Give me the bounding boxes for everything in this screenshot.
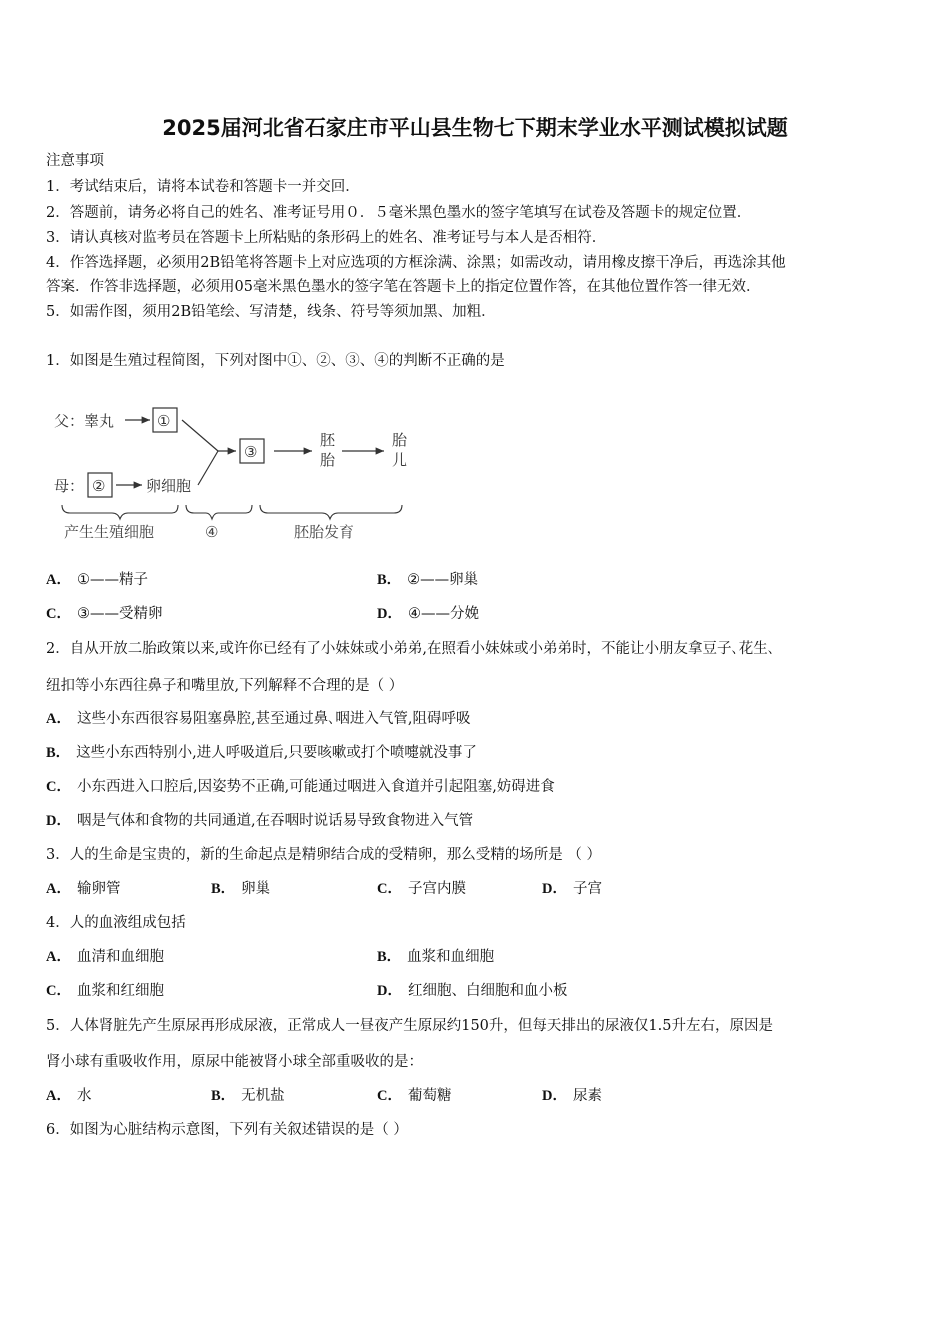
notice-item: 1．考试结束后，请将本试卷和答题卡一并交回． (46, 179, 360, 195)
q1-option-d[interactable]: D． ④——分娩 (377, 606, 479, 622)
q3-option-c-text: 子宫内膜 (407, 881, 466, 897)
q3-option-a[interactable]: A． 输卵管 (46, 881, 121, 897)
notice-item: 5．如需作图，须用2B铅笔绘、写清楚，线条、符号等须加黑、加粗． (46, 304, 496, 320)
question-2-stem-line2: 纽扣等小东西往鼻子和嘴里放,下列解释不合理的是（ ） (46, 678, 404, 694)
q1-option-b-text: ②——卵巢 (407, 572, 479, 588)
q5-option-d-text: 尿素 (572, 1088, 602, 1104)
reproduction-diagram (50, 395, 430, 550)
q2-option-b-text: 这些小东西特别小,进人呼吸道后,只要咳嗽或打个喷嚏就没事了 (76, 745, 477, 761)
question-3-stem: 3．人的生命是宝贵的，新的生命起点是精卵结合成的受精卵，那么受精的场所是 （ ） (46, 847, 601, 863)
q3-option-b-text: 卵巢 (241, 881, 271, 897)
q5-option-c[interactable]: C． 葡萄糖 (377, 1088, 452, 1104)
q2-option-a[interactable]: A． 这些小东西很容易阻塞鼻腔,甚至通过鼻､咽进入气管,阻碍呼吸 (46, 711, 471, 727)
question-4-stem: 4．人的血液组成包括 (46, 915, 186, 931)
egg-cell-label: 卵细胞 (146, 477, 192, 495)
q3-option-a-text: 输卵管 (76, 881, 121, 897)
q3-option-b[interactable]: B． 卵巢 (211, 881, 271, 897)
box-1-label: ① (157, 412, 171, 430)
brace-1-label: 产生生殖细胞 (64, 523, 155, 541)
notice-item: 4．作答选择题，必须用2B铅笔将答题卡上对应选项的方框涂满、涂黑；如需改动，请用橡皮擦干净后，再选涂其他 (46, 255, 786, 271)
q4-option-c-text: 血浆和红细胞 (76, 983, 164, 999)
brace-3 (260, 505, 402, 519)
q1-option-d-text: ④——分娩 (407, 606, 479, 622)
q5-option-b[interactable]: B． 无机盐 (211, 1088, 285, 1104)
question-5-stem-line1: 5．人体肾脏先产生原尿再形成尿液，正常成人一昼夜产生原尿约150升，但每天排出的尿液仅1.5升左右，原因是 (46, 1018, 773, 1034)
page-title: 2025届河北省石家庄市平山县生物七下期末学业水平测试模拟试题 (162, 116, 788, 140)
box-2-label: ② (92, 477, 106, 495)
q4-option-d-text: 红细胞、白细胞和血小板 (407, 983, 568, 999)
brace-2 (186, 505, 252, 519)
q1-option-a[interactable]: A． ①——精子 (46, 572, 148, 588)
q1-option-c-text: ③——受精卵 (76, 606, 163, 622)
box-3-label: ③ (244, 443, 258, 461)
q4-option-b-text: 血浆和血细胞 (407, 949, 495, 965)
brace-1 (62, 505, 178, 519)
q2-option-d-text: 咽是气体和食物的共同通道,在吞咽时说话易导致食物进入气管 (76, 813, 474, 829)
brace-3-label: 胚胎发育 (294, 523, 355, 541)
q1-option-b[interactable]: B． ②——卵巢 (377, 572, 479, 588)
notice-item: 3．请认真核对监考员在答题卡上所粘贴的条形码上的姓名、准考证号与本人是否相符． (46, 230, 607, 246)
q4-option-b[interactable]: B． 血浆和血细胞 (377, 949, 495, 965)
q2-option-c[interactable]: C． 小东西进入口腔后,因姿势不正确,可能通过咽进入食道并引起阻塞,妨碍进食 (46, 779, 555, 795)
mother-label: 母： (54, 477, 85, 495)
notice-item: 2．答题前，请务必将自己的姓名、准考证号用０．５毫米黑色墨水的签字笔填写在试卷及答题卡的规定位置． (46, 205, 752, 221)
brace-2-label: ④ (205, 523, 219, 541)
embryo-label-top: 胚 (320, 431, 336, 449)
q5-option-a-text: 水 (76, 1088, 92, 1104)
question-2-stem-line1: 2．自从开放二胎政策以来,或许你已经有了小妹妹或小弟弟,在照看小妹妹或小弟弟时，不能让小朋友拿豆子､花生､ (46, 641, 775, 657)
q3-option-c[interactable]: C． 子宫内膜 (377, 881, 466, 897)
q4-option-d[interactable]: D． 红细胞、白细胞和血小板 (377, 983, 568, 999)
q2-option-d[interactable]: D． 咽是气体和食物的共同通道,在吞咽时说话易导致食物进入气管 (46, 813, 474, 829)
q1-option-c[interactable]: C． ③——受精卵 (46, 606, 163, 622)
q1-option-a-text: ①——精子 (76, 572, 148, 588)
q5-option-b-text: 无机盐 (241, 1088, 285, 1104)
q2-option-a-text: 这些小东西很容易阻塞鼻腔,甚至通过鼻､咽进入气管,阻碍呼吸 (76, 711, 471, 727)
question-1-stem: 1．如图是生殖过程简图，下列对图中①、②、③、④的判断不正确的是 (46, 353, 505, 369)
father-label: 父：睾丸 (54, 412, 115, 430)
embryo-label-bottom: 胎 (320, 451, 336, 469)
question-6-stem: 6．如图为心脏结构示意图，下列有关叙述错误的是（ ） (46, 1122, 408, 1138)
fetus-label-bottom: 儿 (392, 451, 408, 469)
question-5-stem-line2: 肾小球有重吸收作用，原尿中能被肾小球全部重吸收的是： (46, 1054, 423, 1070)
q3-option-d[interactable]: D． 子宫 (542, 881, 602, 897)
notice-item: 答案．作答非选择题，必须用05毫米黑色墨水的签字笔在答题卡上的指定位置作答，在其他位置作答一律无效． (46, 279, 761, 295)
q5-option-d[interactable]: D． 尿素 (542, 1088, 602, 1104)
q5-option-c-text: 葡萄糖 (407, 1088, 452, 1104)
q2-option-b[interactable]: B． 这些小东西特别小,进人呼吸道后,只要咳嗽或打个喷嚏就没事了 (46, 745, 477, 761)
q5-option-a[interactable]: A． 水 (46, 1088, 92, 1104)
notice-heading: 注意事项 (46, 153, 104, 169)
q4-option-a[interactable]: A． 血清和血细胞 (46, 949, 164, 965)
q3-option-d-text: 子宫 (572, 881, 602, 897)
fetus-label-top: 胎 (392, 431, 408, 449)
q4-option-a-text: 血清和血细胞 (76, 949, 164, 965)
q2-option-c-text: 小东西进入口腔后,因姿势不正确,可能通过咽进入食道并引起阻塞,妨碍进食 (76, 779, 555, 795)
q4-option-c[interactable]: C． 血浆和红细胞 (46, 983, 164, 999)
